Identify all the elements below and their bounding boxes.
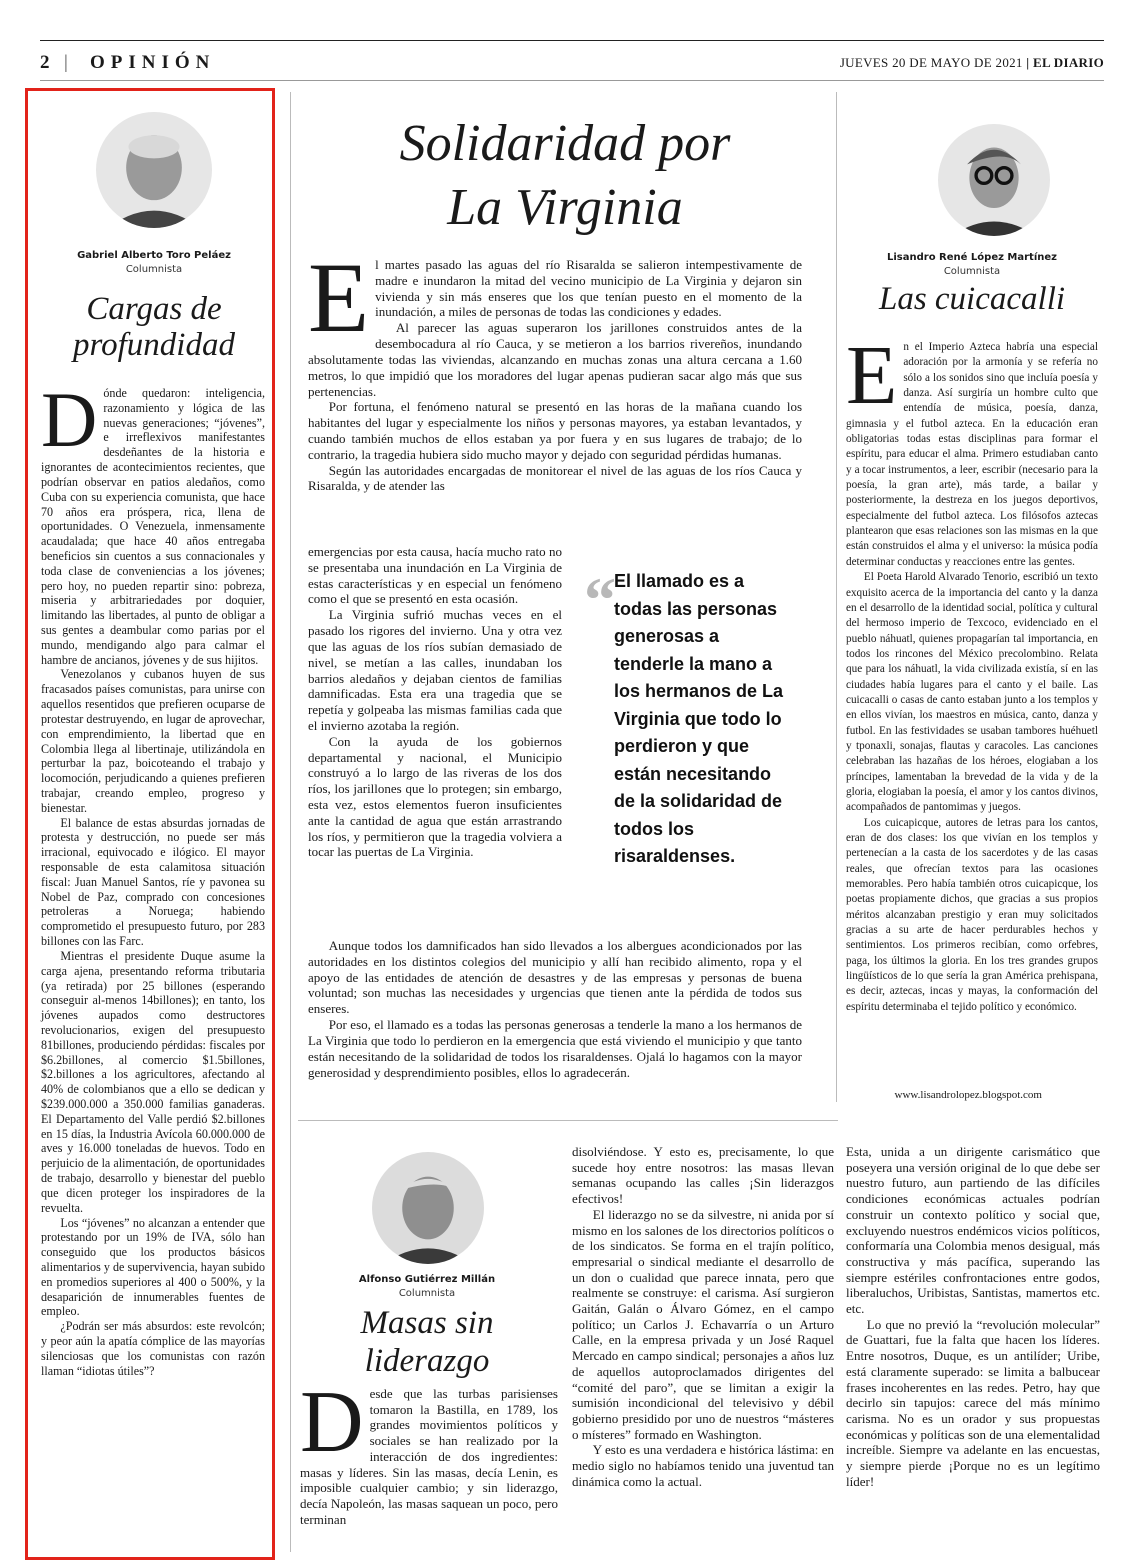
center-article-title	[300, 112, 830, 240]
bottom-column-2	[572, 1144, 834, 1489]
left-author-name: Gabriel Alberto Toro Peláez	[77, 250, 231, 261]
bottom-paragraph: El liderazgo no se da silvestre, ni anida por sí mismo en los salones de los directorios políticos o de los sindicatos. Se forma en el trajín político, empresarial o sindical mediante el desarrollo de un don o cualidad que parece innata, pero que realmente se construye: el carisma. Así surgieron Gaitán, Galán o Álvaro Gómez, en el campo político; un Carlos J. Echavarría o un Arturo Calle, en la empresa privada y un José Raquel Mercado en campo sindical; personajes a años luz de aquellos autoproclamados dirigentes del “comité del paro”, que se limitan a exigir la sumisión incondicional del televisivo y débil gobierno presidido por uno de nuestros “másteres o místeres” formado en Washington.	[572, 1206, 834, 1442]
dateline	[840, 55, 1104, 71]
left-paragraph: Venezolanos y cubanos huyen de sus fracasados países comunistas, para unirse con aquellos resentidos que prefieren ocuparse de protestar destruyendo, en lugar de aprovechar, con emprendimiento, la libertad que en Colombia llega al libertinaje, utilizándola en perturbar la paz, boicoteando el trabajo y locomoción, perjudicando a quienes prefieren trabajar, creando empleo, progreso y bienestar.	[41, 667, 265, 815]
left-drop-cap: D	[41, 376, 98, 463]
author-website: www.lisandrolopez.blogspot.com	[894, 1089, 1042, 1101]
bottom-paragraph: disolviéndose. Y esto es, precisamente, lo que sucede hoy entre nosotros: las masas llevan semanas ocupando las calles ¡Sin liderazgos efectivos!	[572, 1144, 834, 1207]
center-paragraph: Por eso, el llamado es a todas las personas generosas a tenderle la mano a los hermanos de La Virginia que todo lo perdieron en la emergencia que está viviendo el municipio y que tanto están necesitando de la solidaridad de todos los risaraldenses. Ojalá lo hagamos con la mayor generosidad y desprendimiento posibles, ellos lo agradecerán.	[308, 1017, 802, 1080]
right-paragraph: n el Imperio Azteca habría una especial adoración por la armonía y se refería no sólo a los sonidos sino que incluía poesía y danza. Así surgiría un hombre culto que entendía de música, poesía, danza, gimnasia y el futbol azteca. En la educación eran obligatorias todas estas disciplinas para formar el espíritu, para educar el alma. Primero estudiaban canto y a tocar instrumentos, a leer, escribir (necesario para la poesía, la gran arte), más tarde, a bailar y posteriormente, la destreza en los juegos deportivos, especialmente del futbol azteca. Los filósofos aztecas plantearon que esas relaciones son las mismas en la que están construidos el alma y el universo: la música podía determinar conductas y reacciones entre las gentes.	[846, 341, 1098, 568]
bottom-section-rule	[298, 1120, 838, 1121]
dateline-separator: |	[1026, 55, 1030, 70]
center-paragraph: La Virginia sufrió muchas veces en el pasado los rigores del invierno. Una y otra vez que las aguas de los ríos subían demasiado de nivel, se metían a las calles, inundaban los barrios aledaños y dejaban cientos de familias damnificadas. Esta era una tragedia que se repetía y golpeaba las mismas familias cada que el invierno azotaba la región.	[308, 607, 562, 733]
left-paragraph: Los “jóvenes” no alcanzan a entender que protestando por un 19% de IVA, sólo han conseguido que los productos básicos alimentarios y de supervivencia, hayan subido en promedios superiores al 400 o 500%, y la desaparición de innumerables fuentes de empleo.	[41, 1215, 265, 1319]
header-separator: |	[64, 52, 68, 73]
bottom-paragraph: Esta, unida a un dirigente carismático que poseyera una versión original de lo que debe ser nuestro futuro, aun partiendo de las difíciles condiciones económicas actuales podrían construir un contexto político y social que, excluyendo nuestros endémicos vicios políticos, conformaría una Colombia menos desigual, más constructiva y más pacífica, superando las siempre estériles confrontaciones entre godos, liberaluchos, Uribistas, Santistas, mamertos etc. etc.	[846, 1144, 1100, 1317]
left-paragraph: El balance de estas absurdas jornadas de protesta y destrucción, no puede ser más irracional, equivocado e ilógico. El mayor responsable de esta calamitosa situación fiscal: Juan Manuel Santos, ríe y pavonea su Nobel de Paz, comprado con concesiones petroleras a Noruega; habiendo comprometido el presupuesto futuro, por 283 billones con las Farc.	[41, 815, 265, 949]
center-paragraph: emergencias por esta causa, hacía mucho rato no se presentaba una inundación en La Virginia de estas características y en especial un fenómeno como el que se presentó en esta ocasión.	[308, 544, 562, 607]
section-name: OPINIÓN	[90, 52, 216, 73]
bottom-title-line: liderazgo	[364, 1343, 490, 1379]
bottom-drop-cap: D	[300, 1374, 364, 1471]
center-paragraph: Aunque todos los damnificados han sido llevados a los albergues acondicionados por las autoridades en los distintos colegios del municipio y allí han recibido alimento, ropa y el apoyo de las entidades de atención de desastres y de las empresas y personas de buena voluntad; son muchas las necesidades y urgencias que tienen ante la pérdida de todos sus enseres.	[308, 938, 802, 1017]
bottom-paragraph: esde que las turbas parisienses tomaron la Bastilla, en 1789, los grandes movimientos políticos y sociales se han realizado por la interacción de dos ingredientes: masas y líderes. Sin las masas, decía Lenin, es imposible cualquier cambio; y sin liderazgo, decía Napoleón, las masas saquean un poco, pero terminan	[300, 1386, 558, 1527]
newspaper-name: EL DIARIO	[1033, 55, 1104, 70]
author-photo-icon	[938, 124, 1050, 236]
right-author-name: Lisandro René López Martínez	[887, 252, 1057, 263]
right-paragraph: Los cuicapicque, autores de letras para los cantos, eran de dos clases: los que vivían en los templos y pertenecían a la casta de los sacerdotes y de las casas reales, que ofrecían textos para las ocasiones memorables. Pero había también otros cuicapicque, los poetas propiamente dichos, que gracias a sus propios méritos alcanzaban prestigio y eran muy solicitados gracias a su arte de hacer perdurables hechos y sentimientos. Los primeros recibían, como orfebres, paga, los últimos la gloria. En los tres grandes grupos lingüísticos de lo que sería la gran América prehispana, es decir, aztecas, incas y mayas, la conformación del espíritu determinaba el tejido político y económico.	[846, 816, 1098, 1013]
bottom-column-1	[300, 1374, 558, 1527]
right-drop-cap: E	[846, 329, 898, 422]
center-article-body-narrow	[308, 544, 562, 860]
right-column-body	[846, 329, 1098, 1015]
center-title-line: Solidaridad por	[399, 115, 731, 172]
header-rule	[40, 40, 1104, 41]
left-author-role: Columnista	[125, 264, 183, 275]
left-paragraph: Mientras el presidente Duque asume la carga ajena, presentando reforma tributaria (ya retirada) por 25 billones (esperando conseguir al-menos 14billones); en tanto, los jóvenes aupados como destructores revolucionarios, exigen del presupuesto 81billones, produciendo pérdidas: fiscales por $6.2billones, al comercio $1.5billones, $2.billones a los agricultores, afectando al 40% de colombianos que a ello se dedican y $239.000.000 a 350.000 familias ganaderas. El Departamento del Valle perdió $2.billones en 15 días, la Industria Avícola 60.000.000 de aves y 16.000 toneladas de huevos. Todo en perjuicio de la alimentación, de oportunidades de trabajo, desarrollo y bienestar del pueblo que dicen proteger los inspiradores de la revuelta.	[41, 948, 265, 1215]
center-article-body-end	[308, 938, 802, 1080]
issue-date: JUEVES 20 DE MAYO DE 2021	[839, 55, 1023, 70]
center-paragraph: Con la ayuda de los gobiernos departamental y nacional, el Municipio construyó a lo largo de las riveras de los dos ríos, los jarillones que lo protegen; sin embargo, esta vez, estos elementos fueron insuficientes ante la cantidad de agua que están arrastrando los ríos, y permitieron que la tragedia volviera a tocar las puertas de La Virginia.	[308, 733, 562, 860]
bottom-paragraph: Y esto es una verdadera e histórica lástima: en medio siglo no habíamos tenido una juventud tan dinámica como la actual.	[572, 1442, 834, 1489]
page-number: 2	[40, 52, 51, 73]
right-column-title: Las cuicacalli	[878, 281, 1066, 317]
center-paragraph: l martes pasado las aguas del río Risaralda se salieron intempestivamente de madre e inundaron la mitad del vecino municipio de La Virginia y dejaron sin vivienda y sin más enseres que los que tenían puesto en el momento de la inundación, a miles de personas de todas las condiciones y edades.	[375, 257, 802, 320]
center-paragraph: Por fortuna, el fenómeno natural se presentó en las horas de la mañana cuando los habitantes del lugar y especialmente los niños y personas mayores, ya estaban levantados, y cuando también muchos de ellos estaban ya por fuera y en sus lugares de trabajo; de lo contrario, la tragedia hubiera sido mucho mayor y dejado con seguridad pérdidas humanas.	[308, 399, 802, 462]
center-paragraph: Según las autoridades encargadas de monitorear el nivel de las aguas de los ríos Cauca y Risaralda, y de atender las	[308, 462, 802, 494]
left-paragraph: ¿Podrán ser más absurdos: este revolcón; y peor aún la apatía cómplice de las mayorías silenciosas que los comunistas con razón llaman “idiotas útiles”?	[41, 1319, 265, 1378]
bottom-author-name: Alfonso Gutiérrez Millán	[358, 1274, 496, 1285]
author-photo-icon	[372, 1152, 484, 1264]
column-divider-left	[290, 92, 291, 1552]
left-column-body	[41, 376, 265, 1378]
center-paragraph: Al parecer las aguas superaron los jarillones construidos antes de la desembocadura al río Cauca, y se metieron a los barrios rivereños, inundando absolutamente todas las viviendas, alcanzando en muchas zonas una altura cercana a 1.60 metros, lo que impidió que los moradores del lugar apenas pudieran sacar algo más que sus pertenencias.	[308, 320, 802, 399]
author-photo-icon	[96, 112, 212, 228]
bottom-title-line: Masas sin	[360, 1305, 494, 1341]
right-author-role: Columnista	[943, 266, 1001, 277]
bottom-author-role: Columnista	[398, 1288, 456, 1299]
bottom-column-3	[846, 1144, 1100, 1489]
center-title-line: La Virginia	[447, 179, 683, 236]
bottom-article-title	[300, 1304, 554, 1380]
center-drop-cap: E	[308, 242, 370, 353]
left-paragraph: ónde quedaron: inteligencia, razonamiento y lógica de las nuevas generaciones; “jóvenes”, e irreflexivos manifestantes desdeñantes de la historia e ignorantes de acontecimientos recientes, que podrían observar en patios aledaños, como Cuba con su experiencia comunista, que hace 70 años era próspera, rica, llena de oportunidades. O Venezuela, inmensamente acaudalada; que hace 40 años entregaba beneficios sin cuentos a sus connacionales y toda clase de conveniencias a los jóvenes; pero hoy, no pueden repartir sino: pobreza, miseria y arbitrariedades por doquier, limitando las libertades, al punto de obligar a sus gentes a deambular como parias por el mundo, mendigando algo para calmar el hambre de ancianos, jóvenes y de sus hijitos.	[41, 386, 265, 667]
center-article-body-top	[308, 242, 802, 494]
header-underline	[40, 80, 1104, 81]
column-divider-right	[836, 92, 837, 1102]
bottom-paragraph: Lo que no previó la “revolución molecular” de Guattari, fue la falta que hacen los líderes. Entre nosotros, Duque, es un antilíder; Uribe, está claramente superado: se limita a balbucear frases incoherentes en las redes. Petro, hay que decirlo sin tapujos: carece del más mínimo carisma. No es un orador y sus propuestas económicas y políticas son de una elementalidad increíble. Siempre va adelante en las encuestas, y siempre pierde ¡Porque no es un legítimo líder!	[846, 1316, 1100, 1489]
pull-quote: El llamado es a todas las personas generosas a tenderle la mano a los hermanos de La Virginia que todo lo perdieron y que están necesitando de la solidaridad de todos los risaraldenses.	[614, 571, 784, 866]
right-paragraph: El Poeta Harold Alvarado Tenorio, escribió un texto exquisito acerca de la importancia del canto y la danza en el desarrollo de la identidad social, política y cultural del hermoso imperio de Texcoco, evidenciado en el pueblo náhuatl, quienes propagarían tal importancia, en todos los rincones del México precolombino. Relata que para los náhuatl, la vida civilizada existía, sí en las ciudades había lugares para el canto y el baile. Las cuicacalli o casas de canto estaban junto a los templos y en ellos vivían, los maestros en música, canto, danza y futbol. En las festividades se usaban tambores huéhuetl y tponaxli, sonajas, flautas y caracoles. Las canciones celebraban las hazañas de los héroes, elogiaban a los príncipes, lamentaban la brevedad de la vida y de la gloria, elogiaban la poesía, el amor y los cantos divinos, acompañados de pantomimas y juegos.	[846, 571, 1098, 814]
left-column-title: Cargas de profundidad	[73, 291, 235, 363]
quote-mark-icon: “	[584, 564, 616, 635]
